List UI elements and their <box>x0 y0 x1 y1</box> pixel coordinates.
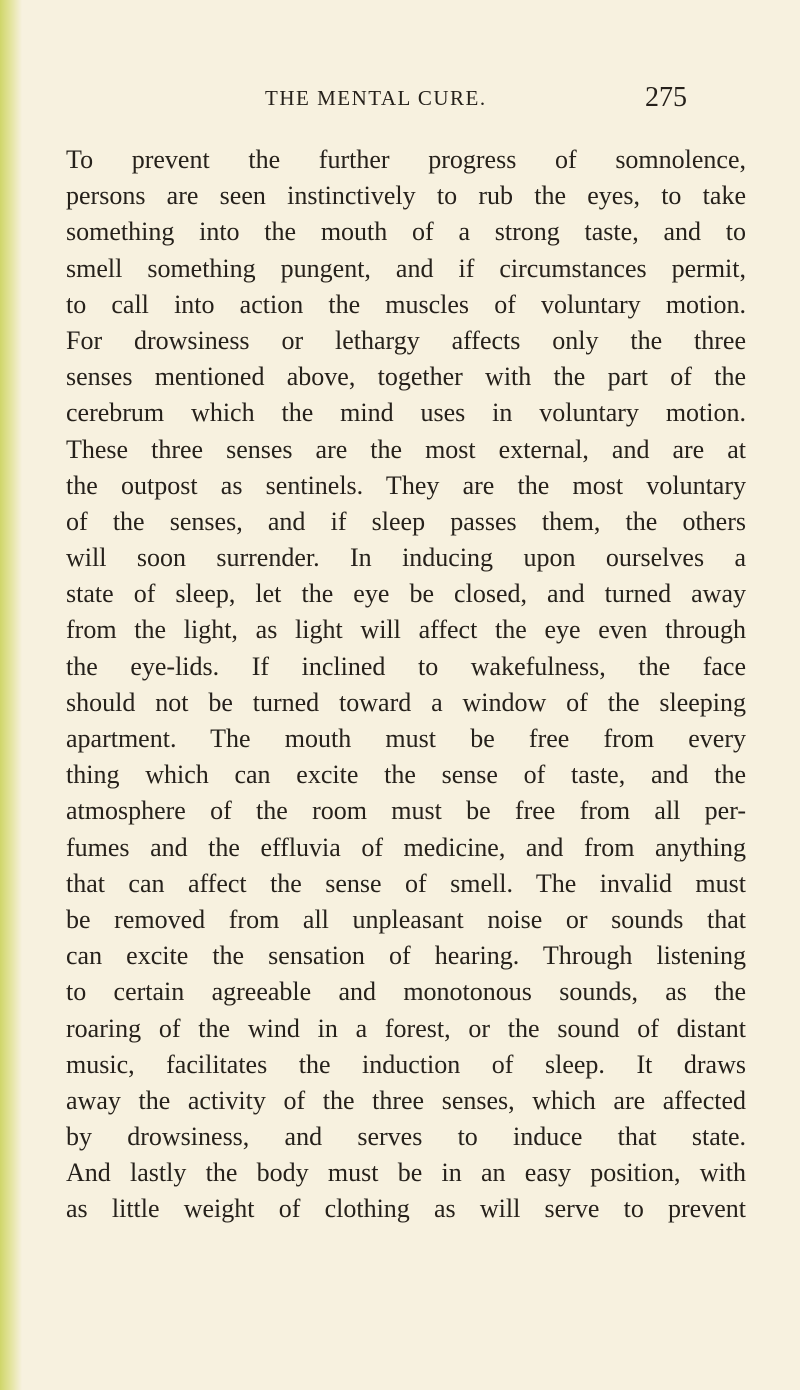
text-line: smell something pungent, and if circumstances permit, <box>66 253 746 283</box>
page-number: 275 <box>645 82 687 113</box>
text-line: music, facilitates the induction of sleep. It draws <box>66 1049 746 1079</box>
running-head: THE MENTAL CURE. <box>265 86 487 110</box>
text-line: should not be turned toward a window of the sleeping <box>66 687 746 717</box>
text-line: fumes and the effluvia of medicine, and from anything <box>66 832 746 862</box>
text-line: cerebrum which the mind uses in voluntary motion. <box>66 398 746 428</box>
text-line: be removed from all unpleasant noise or sounds that <box>66 904 746 934</box>
text-line: senses mentioned above, together with the part of the <box>66 362 746 392</box>
text-line: by drowsiness, and serves to induce that state. <box>66 1122 746 1152</box>
text-line: the eye-lids. If inclined to wakefulness, the face <box>66 651 746 681</box>
text-line: persons are seen instinctively to rub the eyes, to take <box>66 181 746 211</box>
text-line: To prevent the further progress of somnolence, <box>66 145 746 174</box>
text-line: to call into action the muscles of voluntary motion. <box>66 289 746 319</box>
text-line: as little weight of clothing as will serve to prevent <box>66 1194 746 1224</box>
text-line: state of sleep, let the eye be closed, and turned away <box>66 579 746 609</box>
text-line: atmosphere of the room must be free from all per- <box>66 796 746 826</box>
text-line: roaring of the wind in a forest, or the sound of distant <box>66 1013 746 1043</box>
text-line: the outpost as sentinels. They are the most voluntary <box>66 470 746 500</box>
text-line: from the light, as light will affect the eye even through <box>66 615 746 645</box>
text-line: These three senses are the most external, and are at <box>66 434 746 464</box>
text-line: that can affect the sense of smell. The invalid must <box>66 868 746 898</box>
text-line: apartment. The mouth must be free from every <box>66 724 746 753</box>
page-header <box>0 84 800 124</box>
page-edge <box>0 0 22 1390</box>
text-line: will soon surrender. In inducing upon ourselves a <box>66 543 746 573</box>
text-line: of the senses, and if sleep passes them, the others <box>66 506 746 536</box>
text-line: can excite the sensation of hearing. Through listening <box>66 941 746 971</box>
text-line: something into the mouth of a strong taste, and to <box>66 217 746 247</box>
text-line: to certain agreeable and monotonous sounds, as the <box>66 977 746 1007</box>
body-text <box>66 142 746 1228</box>
text-line: For drowsiness or lethargy affects only the three <box>66 325 746 355</box>
text-line: away the activity of the three senses, which are affected <box>66 1085 746 1115</box>
text-line: And lastly the body must be in an easy position, with <box>66 1158 746 1188</box>
text-line: thing which can excite the sense of taste, and the <box>66 760 746 790</box>
